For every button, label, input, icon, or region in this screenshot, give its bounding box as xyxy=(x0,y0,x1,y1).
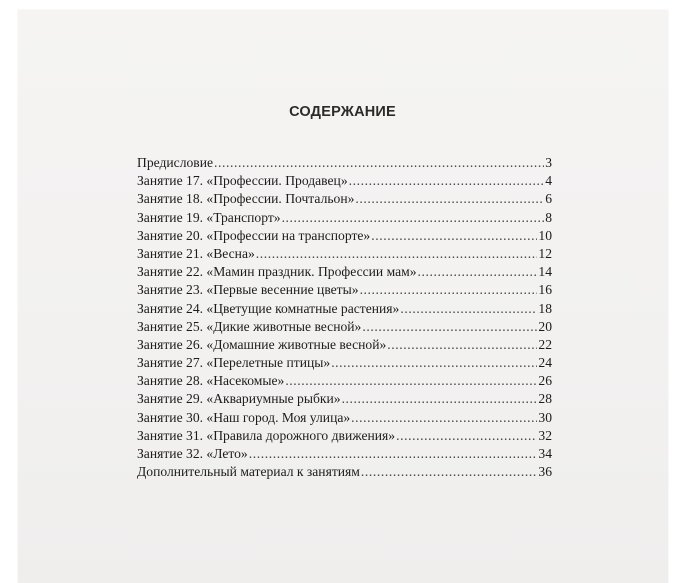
toc-entry xyxy=(137,301,552,319)
toc-entry-page: 6 xyxy=(545,191,552,207)
toc-entry-page: 24 xyxy=(538,355,552,371)
toc-entry xyxy=(137,319,552,337)
toc-entry xyxy=(137,191,552,209)
toc-entry-title: Занятие 20. «Профессии на транспорте» xyxy=(137,227,371,243)
toc-entry-page: 18 xyxy=(538,300,552,316)
toc-entry xyxy=(137,155,552,173)
toc-entry-title: Занятие 21. «Весна» xyxy=(137,245,255,261)
dot-leader xyxy=(362,319,537,335)
toc-entry-title: Занятие 26. «Домашние животные весной» xyxy=(137,336,387,352)
dot-leader xyxy=(342,391,538,407)
dot-leader xyxy=(282,210,545,226)
toc-entry-title: Занятие 17. «Профессии. Продавец» xyxy=(137,173,348,189)
dot-leader xyxy=(371,228,537,244)
toc-entry-page: 4 xyxy=(545,173,552,189)
toc-entry-title: Занятие 25. «Дикие животные весной» xyxy=(137,318,362,334)
dot-leader xyxy=(360,282,538,298)
dot-leader xyxy=(256,246,538,262)
page-title: СОДЕРЖАНИЕ xyxy=(289,104,396,120)
dot-leader xyxy=(396,428,537,444)
dot-leader xyxy=(349,173,545,189)
toc-entry xyxy=(137,246,552,264)
toc-entry-title: Предисловие xyxy=(137,155,214,170)
dot-leader xyxy=(355,191,544,207)
toc-entry-title: Занятие 23. «Первые весенние цветы» xyxy=(137,282,359,298)
toc-entry-page: 3 xyxy=(545,155,552,170)
toc-entry xyxy=(137,355,552,373)
toc-entry-page: 10 xyxy=(538,227,552,243)
toc-entry-title: Занятие 29. «Аквариумные рыбки» xyxy=(137,391,341,407)
toc-entry-title: Занятие 30. «Наш город. Моя улица» xyxy=(137,409,351,425)
toc-entry xyxy=(137,173,552,191)
toc-entry xyxy=(137,264,552,282)
toc-entry-title: Занятие 32. «Лето» xyxy=(137,446,248,461)
toc-entry xyxy=(137,391,552,409)
toc-entry-page: 12 xyxy=(538,245,552,261)
toc-entry-page: 20 xyxy=(538,318,552,334)
toc-entry-page: 26 xyxy=(538,373,552,389)
dot-leader xyxy=(331,355,537,371)
dot-leader xyxy=(400,301,537,317)
toc-entry-page: 14 xyxy=(538,264,552,280)
toc-entry-page: 8 xyxy=(545,209,552,225)
toc-entry xyxy=(137,282,552,300)
toc-entry xyxy=(137,428,552,446)
toc-entry-page: 22 xyxy=(538,336,552,352)
toc-entry xyxy=(137,446,552,464)
toc-entry-title: Занятие 24. «Цветущие комнатные растения» xyxy=(137,300,400,316)
toc-entry-title: Занятие 31. «Правила дорожного движения» xyxy=(137,427,396,443)
toc-entry-title: Дополнительный материал к занятиям xyxy=(137,464,360,480)
dot-leader xyxy=(249,446,538,462)
toc-entry-page: 32 xyxy=(538,427,552,443)
toc-entry-page: 16 xyxy=(538,282,552,298)
toc-entry xyxy=(137,210,552,228)
table-of-contents xyxy=(137,155,552,482)
toc-entry-title: Занятие 27. «Перелетные птицы» xyxy=(137,355,331,371)
dot-leader xyxy=(387,337,537,353)
toc-entry-title: Занятие 28. «Насекомые» xyxy=(137,373,285,389)
dot-leader xyxy=(285,373,537,389)
toc-entry xyxy=(137,373,552,391)
toc-entry-page: 36 xyxy=(538,464,552,480)
toc-entry-title: Занятие 19. «Транспорт» xyxy=(137,209,281,225)
dot-leader xyxy=(418,264,538,280)
toc-entry-page: 28 xyxy=(538,391,552,407)
toc-entry xyxy=(137,337,552,355)
dot-leader xyxy=(214,155,544,171)
toc-entry xyxy=(137,464,552,482)
toc-entry xyxy=(137,228,552,246)
dot-leader xyxy=(351,410,537,426)
toc-entry-title: Занятие 22. «Мамин праздник. Профессии мам» xyxy=(137,264,417,280)
toc-entry-page: 30 xyxy=(538,409,552,425)
dot-leader xyxy=(361,464,537,480)
toc-entry-page: 34 xyxy=(538,446,552,461)
toc-entry-title: Занятие 18. «Профессии. Почтальон» xyxy=(137,191,355,207)
toc-entry xyxy=(137,410,552,428)
